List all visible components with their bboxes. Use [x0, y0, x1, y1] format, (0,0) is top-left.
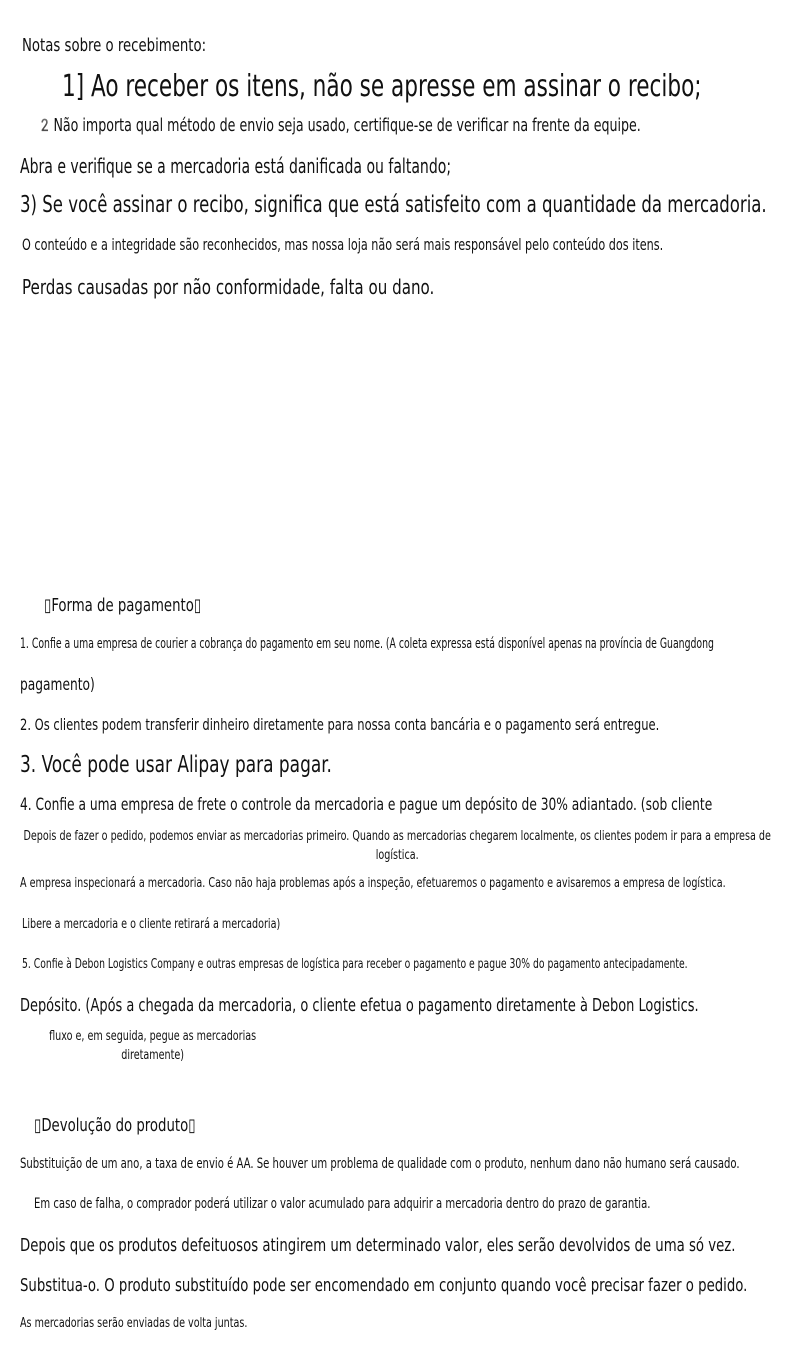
- payment-line-10: Depósito. (Após a chegada da mercadoria, o cliente efetua o pagamento diretamente à Debon Logistics.: [20, 995, 699, 1016]
- receiving-note-5: O conteúdo e a integridade são reconhecidos, mas nossa loja não será mais responsável pelo conteúdo dos itens.: [22, 235, 664, 254]
- returns-line-3: Depois que os produtos defeituosos atingirem um determinado valor, eles serão devolvidos de uma só vez.: [20, 1235, 736, 1256]
- payment-line-3: 2. Os clientes podem transferir dinheiro diretamente para nossa conta bancária e o pagamento será entregue.: [20, 715, 660, 734]
- receiving-note-4: 3) Se você assinar o recibo, significa que está satisfeito com a quantidade da mercadoria.: [20, 192, 767, 218]
- payment-line-7: A empresa inspecionará a mercadoria. Caso não haja problemas após a inspeção, efetuaremos o pagamento e avisaremos a empresa de logística.: [20, 876, 726, 891]
- receiving-note-1: 1] Ao receber os itens, não se apresse em assinar o recibo;: [62, 69, 702, 104]
- receiving-note-6: Perdas causadas por não conformidade, falta ou dano.: [22, 275, 435, 299]
- returns-line-5: As mercadorias serão enviadas de volta juntas.: [20, 1316, 248, 1331]
- payment-line-11: fluxo e, em seguida, pegue as mercadorias diretamente): [49, 1029, 257, 1063]
- payment-line-1: 1. Confie a uma empresa de courier a cobrança do pagamento em seu nome. (A coleta expressa está disponível apenas na província de Guangdong: [20, 636, 714, 652]
- receiving-note-2: 2️Não importa qual método de envio seja usado, certifique-se de verificar na frente da equipe.: [36, 115, 641, 136]
- returns-line-1: Substituição de um ano, a taxa de envio é AA. Se houver um problema de qualidade com o produto, nenhum dano não humano será causado.: [20, 1156, 740, 1172]
- payment-line-2: pagamento): [20, 675, 95, 695]
- returns-heading-text: Devolução do produto: [41, 1115, 189, 1136]
- payment-line-5: 4. Confie a uma empresa de frete o controle da mercadoria e pague um depósito de 30% adiantado. (sob cliente: [20, 795, 713, 815]
- payment-heading: [44, 596, 201, 617]
- payment-heading-text: Forma de pagamento: [51, 595, 194, 616]
- payment-line-8: Libere a mercadoria e o cliente retirará a mercadoria): [22, 917, 281, 932]
- payment-line-6: Depois de fazer o pedido, podemos enviar as mercadorias primeiro. Quando as mercadorias chegarem localmente, os clientes podem ir para a empresa de logística.: [23, 829, 771, 863]
- bracket-close-icon: ▯: [193, 595, 202, 616]
- returns-line-2: Em caso de falha, o comprador poderá utilizar o valor acumulado para adquirir a mercadoria dentro do prazo de garantia.: [34, 1196, 651, 1212]
- bracket-close-icon: ▯: [188, 1115, 196, 1136]
- returns-heading: [34, 1116, 196, 1137]
- payment-line-4: 3. Você pode usar Alipay para pagar.: [20, 752, 332, 778]
- bracket-open-icon: ▯: [34, 1115, 42, 1136]
- receiving-note-3: Abra e verifique se a mercadoria está danificada ou faltando;: [20, 154, 452, 178]
- bracket-open-icon: ▯: [44, 595, 52, 616]
- payment-line-9: 5. Confie à Debon Logistics Company e outras empresas de logística para receber o pagamento e pague 30% do pagamento antecipadamente.: [22, 957, 688, 972]
- receiving-notes-heading: Notas sobre o recebimento:: [22, 35, 207, 56]
- returns-line-4: Substitua-o. O produto substituído pode ser encomendado em conjunto quando você precisar fazer o pedido.: [20, 1275, 748, 1296]
